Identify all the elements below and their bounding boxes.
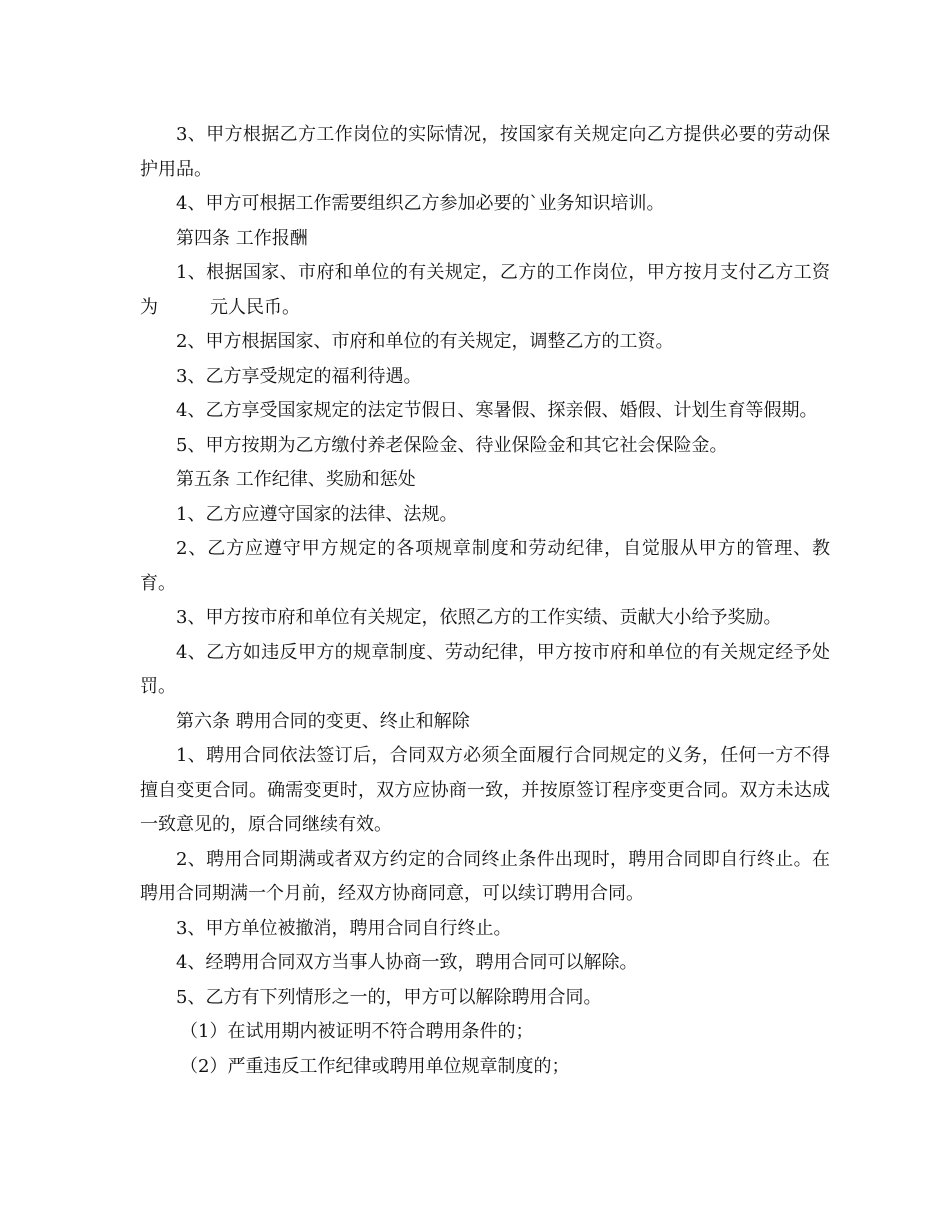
list-item: （2）严重违反工作纪律或聘用单位规章制度的；: [180, 1055, 570, 1077]
paragraph: 4、乙方如违反甲方的规章制度、劳动纪律，甲方按市府和单位的有关规定经予处罚。: [140, 641, 830, 697]
paragraph: 4、甲方可根据工作需要组织乙方参加必要的`业务知识培训。: [176, 193, 665, 214]
paragraph: 2、聘用合同期满或者双方约定的合同终止条件出现时，聘用合同即自行终止。在聘用合同期满一个月前，经双方协商同意，可以续订聘用合同。: [140, 848, 830, 904]
document-body: [140, 118, 830, 1084]
section-heading: 第六条 聘用合同的变更、终止和解除: [176, 710, 470, 732]
section-heading: 第四条 工作报酬: [176, 227, 308, 249]
paragraph: [140, 256, 830, 325]
paragraph: 5、甲方按期为乙方缴付养老保险金、待业保险金和其它社会保险金。: [176, 434, 728, 456]
paragraph: 2、乙方应遵守甲方规定的各项规章制度和劳动纪律，自觉服从甲方的管理、教育。: [140, 538, 830, 594]
paragraph: 3、甲方按市府和单位有关规定，依照乙方的工作实绩、贡献大小给予奖励。: [176, 607, 782, 628]
list-item: （1）在试用期内被证明不符合聘用条件的；: [180, 1021, 534, 1042]
paragraph: 4、乙方享受国家规定的法定节假日、寒暑假、探亲假、婚假、计划生育等假期。: [176, 400, 818, 421]
paragraph-tail: 元人民币。: [210, 296, 300, 318]
paragraph: 3、乙方享受规定的福利待遇。: [176, 365, 422, 387]
paragraph: 4、经聘用合同双方当事人协商一致，聘用合同可以解除。: [176, 952, 638, 973]
paragraph: 2、甲方根据国家、市府和单位的有关规定，调整乙方的工资。: [176, 331, 674, 352]
section-heading: 第五条 工作纪律、奖励和惩处: [176, 469, 416, 490]
paragraph: 1、聘用合同依法签订后，合同双方必须全面履行合同规定的义务，任何一方不得擅自变更合同。确需变更时，双方应协商一致，并按原签订程序变更合同。双方未达成一致意见的，原合同继续有效。: [140, 745, 830, 835]
paragraph: 5、乙方有下列情形之一的，甲方可以解除聘用合同。: [176, 986, 602, 1008]
paragraph: 3、甲方单位被撤消，聘用合同自行终止。: [176, 917, 512, 939]
paragraph: 1、乙方应遵守国家的法律、法规。: [176, 503, 458, 525]
paragraph-text: 1、根据国家、市府和单位的有关规定，乙方的工作岗位，甲方按月支付乙方工资为: [140, 262, 830, 318]
paragraph: 3、甲方根据乙方工作岗位的实际情况，按国家有关规定向乙方提供必要的劳动保护用品。: [140, 124, 830, 180]
